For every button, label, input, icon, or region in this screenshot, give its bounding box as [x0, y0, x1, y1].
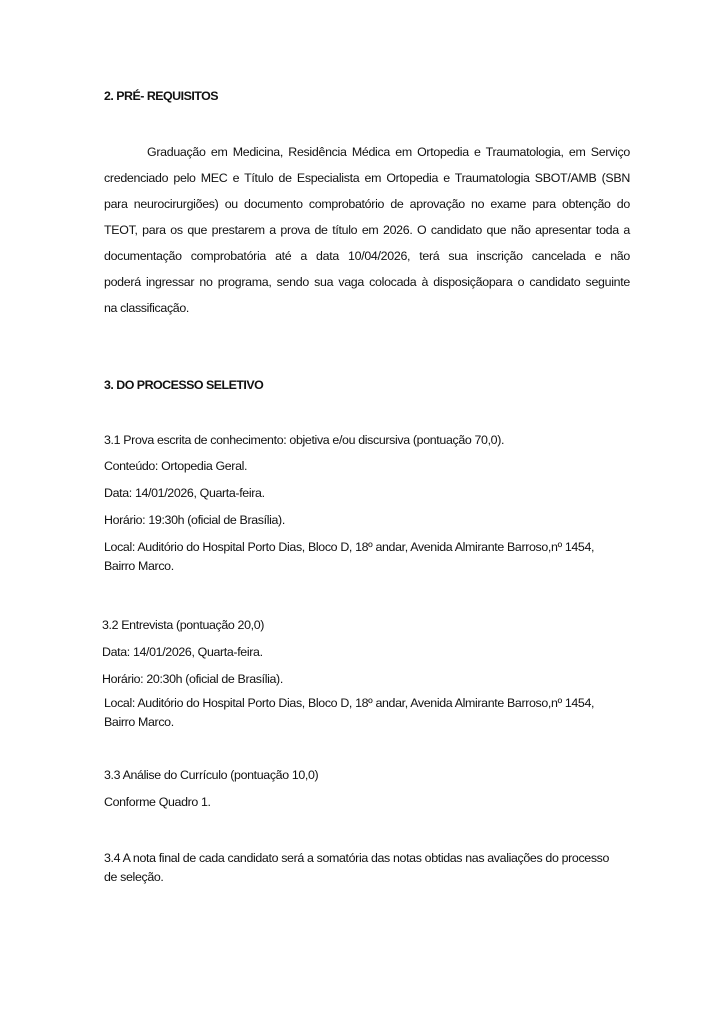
- item-title: 3.3 Análise do Currículo (pontuação 10,0): [104, 768, 319, 782]
- item-date: Data: 14/01/2026, Quarta-feira.: [102, 645, 263, 659]
- item-title: 3.2 Entrevista (pontuação 20,0): [102, 618, 265, 632]
- item-location: Local: Auditório do Hospital Porto Dias, Bloco D, 18º andar, Avenida Almirante Barroso,nº 1454,: [104, 540, 595, 554]
- paragraph-line: poderá ingressar no programa, sendo sua vaga colocada à disposiçãopara o candidato seguinte: [104, 275, 630, 289]
- item-text: Conforme Quadro 1.: [104, 795, 211, 809]
- paragraph-line: na classificação.: [104, 301, 189, 315]
- section-3-heading: 3. DO PROCESSO SELETIVO: [104, 378, 264, 392]
- paragraph-line: Graduação em Medicina, Residência Médica em Ortopedia e Traumatologia, em Serviço: [147, 145, 630, 159]
- paragraph-line: TEOT, para os que prestarem a prova de título em 2026. O candidato que não apresentar toda a: [104, 223, 630, 237]
- item-text-cont: de seleção.: [104, 870, 164, 884]
- section-2-heading: 2. PRÉ- REQUISITOS: [104, 89, 219, 103]
- paragraph-line: credenciado pelo MEC e Título de Especialista em Ortopedia e Traumatologia SBOT/AMB (SBN: [104, 171, 630, 185]
- item-time: Horário: 19:30h (oficial de Brasília).: [104, 513, 285, 527]
- item-location-cont: Bairro Marco.: [104, 715, 174, 729]
- item-time: Horário: 20:30h (oficial de Brasília).: [102, 672, 283, 686]
- item-location-cont: Bairro Marco.: [104, 559, 174, 573]
- item-content: Conteúdo: Ortopedia Geral.: [104, 459, 248, 473]
- item-title: 3.1 Prova escrita de conhecimento: objetiva e/ou discursiva (pontuação 70,0).: [104, 433, 505, 447]
- item-text: 3.4 A nota final de cada candidato será a somatória das notas obtidas nas avaliações do processo: [104, 851, 610, 865]
- paragraph-line: para neurocirurgiões) ou documento comprobatório de aprovação no exame para obtenção do: [104, 197, 630, 211]
- item-location: Local: Auditório do Hospital Porto Dias, Bloco D, 18º andar, Avenida Almirante Barroso,nº 1454,: [104, 696, 595, 710]
- item-date: Data: 14/01/2026, Quarta-feira.: [104, 486, 265, 500]
- paragraph-line: documentação comprobatória até a data 10/04/2026, terá sua inscrição cancelada e não: [104, 249, 630, 263]
